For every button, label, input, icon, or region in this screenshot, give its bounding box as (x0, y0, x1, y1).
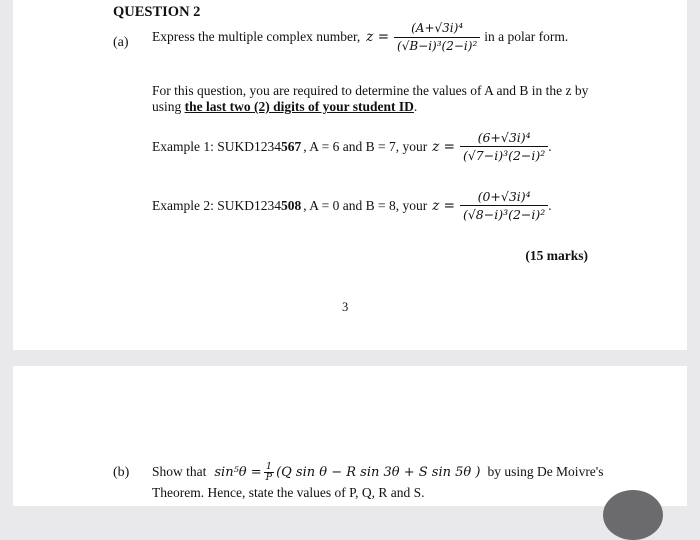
example-2-denominator: (√8−i)³(2−i)² (460, 205, 548, 221)
example-1-text: , A = 6 and B = 7, your (303, 138, 428, 154)
part-a-label: (a) (113, 35, 129, 50)
example-1-numerator: (6+√3i)⁴ (477, 130, 531, 145)
part-b-after: by using De Moivre's (487, 464, 604, 480)
example-2-end: . (548, 197, 552, 213)
part-a-prompt (152, 22, 568, 52)
page-number: 3 (342, 300, 349, 314)
instructions-line2 (152, 99, 417, 115)
instructions-end: . (413, 99, 418, 114)
part-a-prompt-before: Express the multiple complex number, (152, 29, 361, 45)
part-b-frac-den: P (265, 471, 273, 483)
example-1-z-lhs: z = (432, 138, 455, 155)
instructions-line1: For this question, you are required to determine the values of A and B in the z by (152, 83, 589, 98)
example-2-id-digits: 508 (281, 197, 302, 213)
part-b-line1 (152, 462, 604, 483)
instructions-emphasis: the last two (2) digits of your student ID (184, 99, 414, 114)
example-2-text: , A = 0 and B = 8, your (303, 197, 428, 213)
part-b-rhs: (Q sin θ − R sin 3θ + S sin 5θ ) (276, 464, 481, 480)
part-b-fraction (264, 462, 274, 483)
part-b-line2: Theorem. Hence, state the values of P, Q, R and S. (152, 485, 425, 500)
part-b-frac-num: 1 (265, 461, 272, 472)
example-2-fraction (460, 190, 548, 221)
example-1-prefix: Example 1: SUKD1234 (152, 138, 281, 154)
question-title: QUESTION 2 (113, 4, 201, 20)
document-page-bottom (13, 366, 687, 506)
document-page-top (13, 0, 687, 350)
example-2-numerator: (0+√3i)⁴ (477, 189, 531, 204)
part-a-prompt-after: in a polar form. (484, 29, 569, 45)
part-a-z-numerator: (A+√3i)⁴ (411, 21, 464, 35)
marks: (15 marks) (525, 248, 588, 263)
part-b-label: (b) (113, 465, 130, 480)
example-1-id-digits: 567 (281, 138, 302, 154)
example-2-prefix: Example 2: SUKD1234 (152, 197, 281, 213)
thumb-shadow (603, 490, 663, 540)
example-1-denominator: (√7−i)³(2−i)² (460, 146, 548, 162)
example-1-end: . (548, 138, 552, 154)
example-1 (152, 131, 552, 162)
example-2 (152, 190, 552, 221)
part-a-z-fraction (394, 22, 480, 52)
part-b-lhs: sin⁵θ = (214, 464, 262, 480)
part-b-show-that: Show that (152, 464, 207, 480)
example-2-z-lhs: z = (432, 197, 455, 214)
example-1-fraction (460, 131, 548, 162)
part-a-z-lhs: z = (366, 29, 390, 46)
instructions-prefix: using (152, 99, 182, 114)
part-a-z-denominator: (√B−i)³(2−i)² (394, 37, 480, 53)
